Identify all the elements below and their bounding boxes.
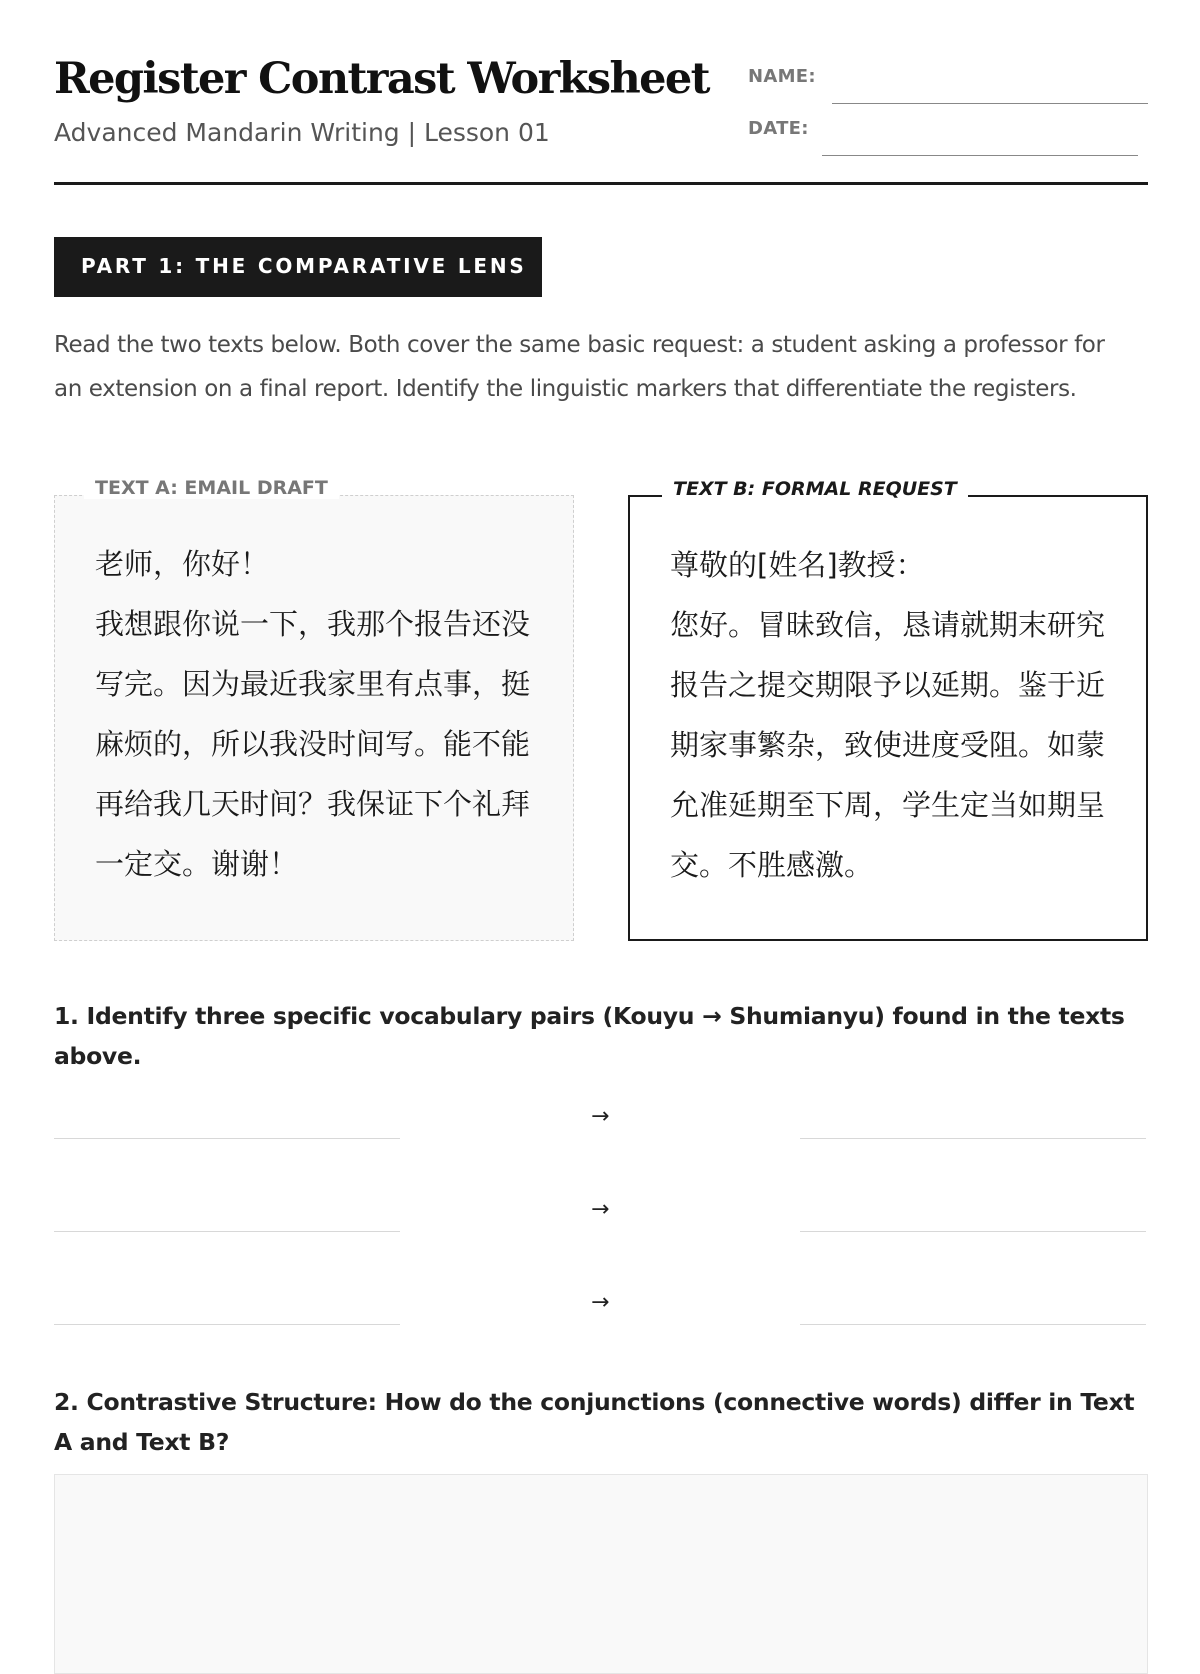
text-b-label: TEXT B: FORMAL REQUEST (662, 478, 968, 500)
vocabulary-pair-row (54, 1090, 1148, 1140)
text-b-paragraph: 您好。冒昧致信，恳请就期末研究报告之提交期限予以延期。鉴于近期家事繁杂，致使进度受阻。如蒙允准延期至下周，学生定当如期呈交。不胜感激。 (670, 608, 1106, 882)
part-1-instructions: Read the two texts below. Both cover the same basic request: a student asking a professor for an extension on a final report. Identify the linguistic markers that differentiate the registers. (54, 332, 1105, 402)
arrow-icon: → (591, 1197, 610, 1222)
worksheet-header (54, 50, 1148, 185)
text-a-paragraph: 我想跟你说一下，我那个报告还没写完。因为最近我家里有点事，挺麻烦的，所以我没时间写。能不能再给我几天时间？我保证下个礼拜一定交。谢谢！ (95, 607, 531, 881)
part-1-banner-label: PART 1: THE COMPARATIVE LENS (81, 254, 527, 278)
name-blank[interactable] (832, 103, 1148, 104)
kouyu-answer-blank[interactable] (54, 1231, 400, 1232)
worksheet-subtitle: Advanced Mandarin Writing | Lesson 01 (54, 118, 550, 147)
shumianyu-answer-blank[interactable] (800, 1231, 1146, 1232)
worksheet-title: Register Contrast Worksheet (54, 54, 709, 104)
part-1-banner (54, 237, 542, 297)
shumianyu-answer-blank[interactable] (800, 1324, 1146, 1325)
worksheet-page (54, 0, 1148, 1600)
question-2-prompt: 2. Contrastive Structure: How do the conjunctions (connective words) differ in Text A and Text B? (54, 1388, 1135, 1456)
text-a-box (54, 477, 574, 941)
question-2-answer-area[interactable] (54, 1474, 1148, 1674)
date-blank[interactable] (822, 155, 1138, 156)
vocabulary-pair-row (54, 1276, 1148, 1326)
date-label: DATE: (748, 118, 809, 139)
kouyu-answer-blank[interactable] (54, 1138, 400, 1139)
name-label: NAME: (748, 66, 816, 87)
arrow-icon: → (591, 1290, 610, 1315)
text-a-body (95, 534, 535, 894)
vocabulary-pair-row (54, 1183, 1148, 1233)
question-1-prompt: 1. Identify three specific vocabulary pairs (Kouyu → Shumianyu) found in the texts above. (54, 1002, 1125, 1070)
text-a-label: TEXT A: EMAIL DRAFT (84, 477, 339, 499)
text-b-box (628, 478, 1148, 941)
text-b-body (670, 535, 1110, 895)
name-field[interactable] (748, 64, 1148, 104)
text-b-greeting: 尊敬的[姓名]教授： (670, 548, 925, 582)
text-a-greeting: 老师，你好！ (95, 547, 270, 581)
shumianyu-answer-blank[interactable] (800, 1138, 1146, 1139)
kouyu-answer-blank[interactable] (54, 1324, 400, 1325)
date-field[interactable] (748, 116, 1148, 156)
arrow-icon: → (591, 1104, 610, 1129)
